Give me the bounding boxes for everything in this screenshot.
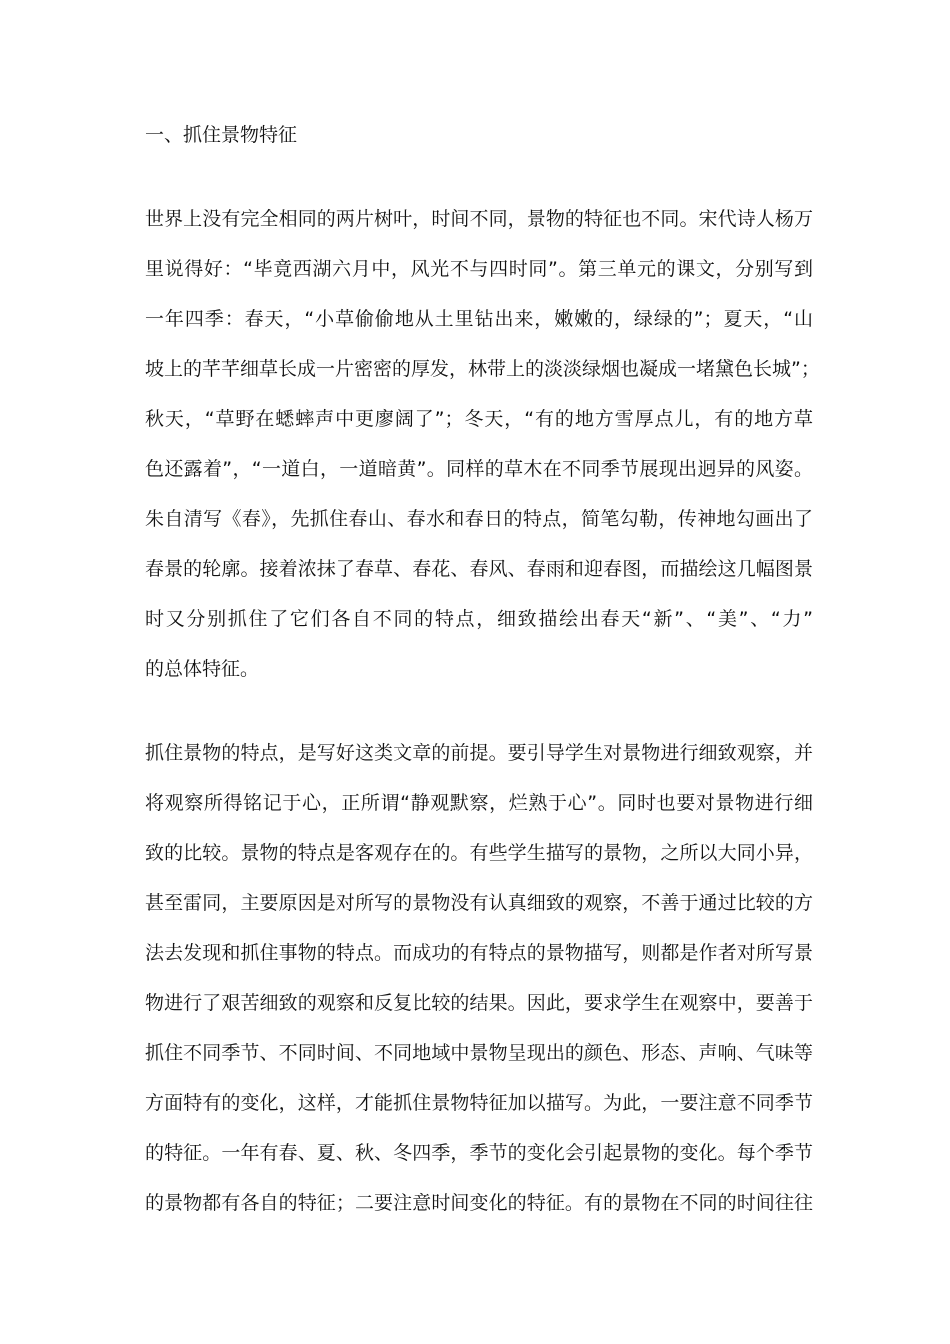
document-body [145, 110, 820, 1228]
text-line: 物进行了艰苦细致的观察和反复比较的结果。因此，要求学生在观察中，要善于 [145, 992, 813, 1014]
text-line: 的特征。一年有春、夏、秋、冬四季，季节的变化会引起景物的变化。每个季节 [145, 1142, 813, 1164]
text-line: 秋天，“草野在蟋蟀声中更廖阔了”；冬天，“有的地方雪厚点儿，有的地方草 [145, 408, 813, 430]
text-line: 一年四季：春天，“小草偷偷地从土里钻出来，嫩嫩的，绿绿的”；夏天，“山 [145, 308, 813, 330]
text-line: 世界上没有完全相同的两片树叶，时间不同，景物的特征也不同。宋代诗人杨万 [145, 208, 813, 230]
paragraph-1 [145, 194, 820, 694]
text-line: 的景物都有各自的特征；二要注意时间变化的特征。有的景物在不同的时间往往 [145, 1192, 813, 1214]
paragraph-2 [145, 728, 813, 1228]
text-line: 抓住不同季节、不同时间、不同地域中景物呈现出的颜色、形态、声响、气味等 [145, 1042, 813, 1064]
text-line: 里说得好：“毕竟西湖六月中，风光不与四时同”。第三单元的课文，分别写到 [145, 258, 813, 280]
text-line: 的总体特征。 [145, 658, 260, 680]
section-heading: 一、抓住景物特征 [145, 124, 298, 146]
spacer [145, 694, 813, 728]
text-line: 甚至雷同，主要原因是对所写的景物没有认真细致的观察，不善于通过比较的方 [145, 892, 813, 914]
text-line: 坡上的芊芊细草长成一片密密的厚发，林带上的淡淡绿烟也凝成一堵黛色长城”； [145, 358, 820, 380]
text-line: 春景的轮廓。接着浓抹了春草、春花、春风、春雨和迎春图，而描绘这几幅图景 [145, 558, 813, 580]
text-line: 色还露着”，“一道白，一道暗黄”。同样的草木在不同季节展现出迥异的风姿。 [145, 458, 813, 480]
text-line: 抓住景物的特点，是写好这类文章的前提。要引导学生对景物进行细致观察，并 [145, 742, 813, 764]
text-line: 致的比较。景物的特点是客观存在的。有些学生描写的景物，之所以大同小异， [145, 842, 813, 864]
spacer [145, 160, 813, 194]
text-line: 时又分别抓住了它们各自不同的特点，细致描绘出春天“新”、“美”、“力” [145, 608, 813, 630]
text-line: 朱自清写《春》，先抓住春山、春水和春日的特点，简笔勾勒，传神地勾画出了 [145, 508, 813, 530]
text-line: 将观察所得铭记于心，正所谓“静观默察，烂熟于心”。同时也要对景物进行细 [145, 792, 813, 814]
text-line: 方面特有的变化，这样，才能抓住景物特征加以描写。为此，一要注意不同季节 [145, 1092, 813, 1114]
text-line: 法去发现和抓住事物的特点。而成功的有特点的景物描写，则都是作者对所写景 [145, 942, 813, 964]
